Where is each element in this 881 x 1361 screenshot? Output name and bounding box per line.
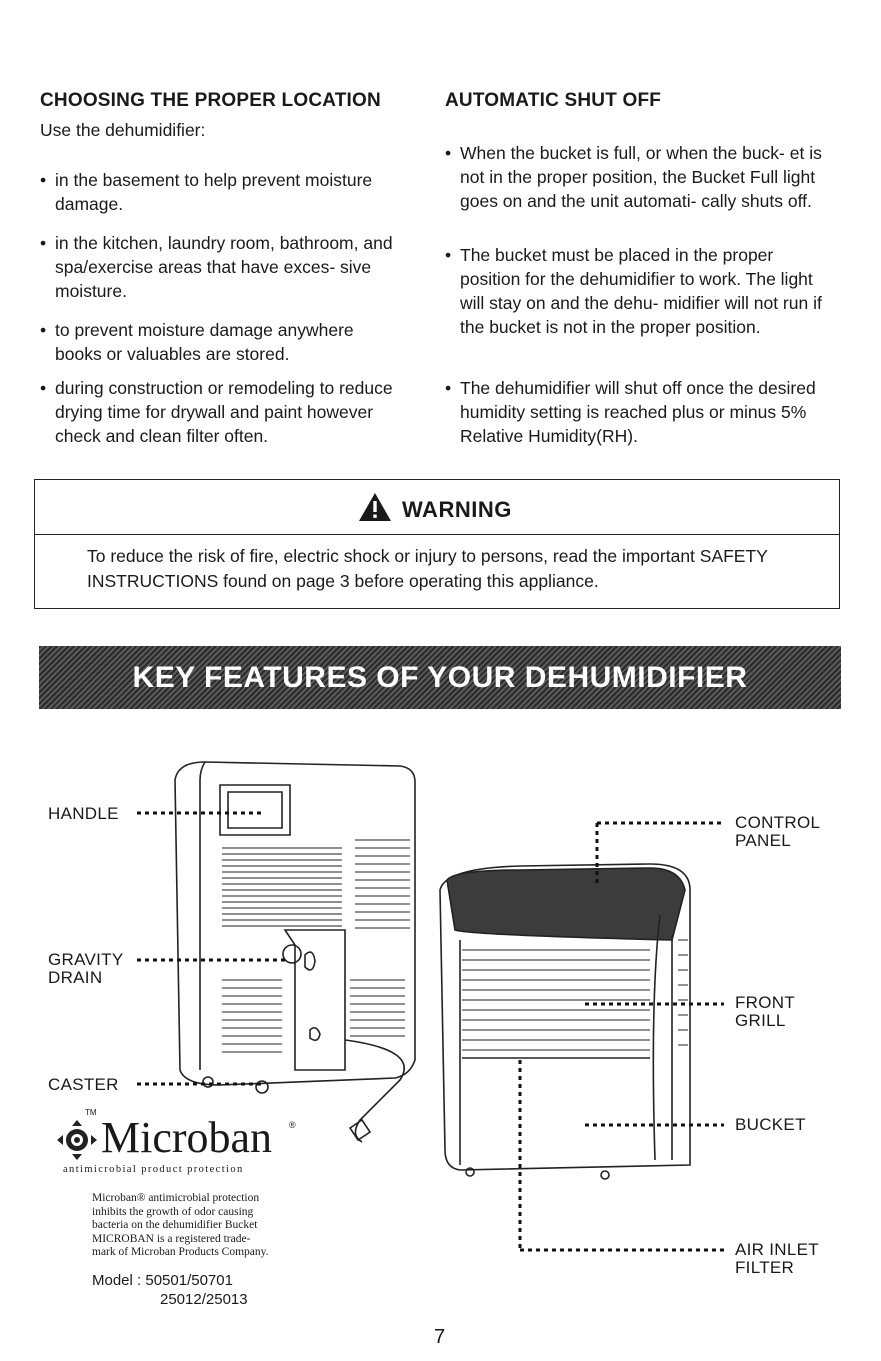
callout-handle: HANDLE <box>48 804 119 823</box>
microban-description <box>92 1192 292 1260</box>
callout-caster: CASTER <box>48 1075 119 1094</box>
callout-front-grill-2: GRILL <box>735 1011 786 1030</box>
list-item: • The bucket must be placed in the proper position for the dehumidifier to work. The light will stay on and the dehu- midifier will not run if the bucket is not in the proper position. <box>445 243 835 339</box>
features-banner <box>39 646 841 709</box>
front-unit-drawing <box>440 864 690 1179</box>
list-item: • during construction or remodeling to reduce drying time for drywall and paint however check and clean filter often. <box>40 376 400 448</box>
microban-desc-line: bacteria on the dehumidifier Bucket <box>92 1219 258 1231</box>
intro-text: Use the dehumidifier: <box>40 120 206 140</box>
warning-triangle-icon <box>358 492 392 522</box>
warning-title: WARNING <box>402 497 512 522</box>
microban-tm: TM <box>85 1108 97 1117</box>
section-heading-location: CHOOSING THE PROPER LOCATION <box>40 90 381 111</box>
callout-control-panel-2: PANEL <box>735 831 791 850</box>
microban-desc-line: mark of Microban Products Company. <box>92 1246 269 1258</box>
callout-front-grill-1: FRONT <box>735 993 796 1012</box>
warning-text: To reduce the risk of fire, electric shock or injury to persons, read the important SAFETY INSTRUCTIONS found on page 3 before operating this appliance. <box>87 546 768 591</box>
microban-tagline: antimicrobial product protection <box>63 1164 244 1175</box>
callout-gravity-drain-1: GRAVITY <box>48 950 124 969</box>
section-heading-shutoff: AUTOMATIC SHUT OFF <box>445 90 662 111</box>
callout-air-inlet-2: FILTER <box>735 1258 795 1277</box>
model-line-2: 25012/25013 <box>160 1291 248 1308</box>
callout-gravity-drain-2: DRAIN <box>48 968 103 987</box>
callout-air-inlet-1: AIR INLET <box>735 1240 819 1259</box>
list-item: • in the basement to help prevent moisture damage. <box>40 168 400 216</box>
callout-control-panel-1: CONTROL <box>735 813 821 832</box>
list-item: • in the kitchen, laundry room, bathroom, and spa/exercise areas that have exces- sive moisture. <box>40 231 400 303</box>
microban-emblem-icon <box>57 1120 97 1160</box>
list-item: • to prevent moisture damage anywhere books or valuables are stored. <box>40 318 400 366</box>
page-number: 7 <box>434 1326 446 1348</box>
list-item: • The dehumidifier will shut off once the desired humidity setting is reached plus or minus 5% Relative Humidity(RH). <box>445 376 845 448</box>
callout-bucket: BUCKET <box>735 1115 806 1134</box>
list-item: • When the bucket is full, or when the buck- et is not in the proper position, the Bucket Full light goes on and the unit automati- cally shuts off. <box>445 141 840 213</box>
banner-title: KEY FEATURES OF YOUR DEHUMIDIFIER <box>132 661 748 694</box>
microban-desc-line: inhibits the growth of odor causing <box>92 1205 254 1218</box>
warning-header <box>35 480 839 535</box>
microban-desc-line: Microban® antimicrobial protection <box>92 1192 260 1204</box>
model-line-1: Model : 50501/50701 <box>92 1272 233 1289</box>
microban-wordmark: Microban <box>101 1113 273 1162</box>
warning-box <box>34 479 840 609</box>
microban-desc-line: MICROBAN is a registered trade- <box>92 1232 251 1245</box>
microban-reg: ® <box>289 1120 296 1130</box>
